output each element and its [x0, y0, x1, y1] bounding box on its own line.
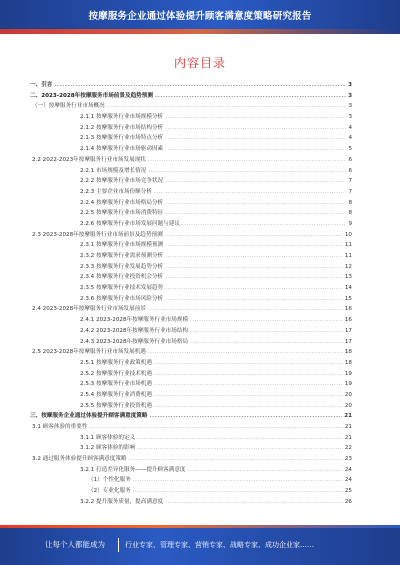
toc-page-number: 3 [348, 114, 352, 121]
toc-entry-text: 2.1.2 按摩服务行业市场结构分析 [80, 124, 164, 131]
toc-leader-dots [155, 91, 346, 102]
toc-leader-dots [165, 272, 343, 283]
toc-entry-text: 2.3.3 按摩服务行业发展趋势分析 [80, 263, 164, 270]
toc-entry-text: （1）个性化服务 [88, 477, 131, 484]
toc-entry-text: 2.5 2023-2028年按摩服务行业市场发展机遇 [32, 349, 146, 356]
toc-leader-dots [137, 433, 343, 444]
toc-leader-dots [165, 208, 346, 219]
toc-entry-text: 三、按摩服务企业通过体验提升顾客满意度策略 [30, 413, 148, 420]
toc-page-number: 5 [348, 146, 352, 153]
toc-entry-text: 2.3.1 按摩服务行业市场规模预测 [80, 242, 164, 249]
toc-entry[interactable] [30, 144, 352, 155]
toc-page-number: 8 [348, 210, 352, 217]
toc-entry[interactable] [30, 443, 352, 454]
toc-entry[interactable] [30, 401, 352, 412]
toc-entry[interactable] [30, 283, 352, 294]
toc-page-number: 25 [344, 488, 352, 495]
toc-entry[interactable] [30, 262, 352, 273]
toc-entry-text: 2.4.2 2023-2028年按摩服务行业市场结构 [80, 327, 189, 334]
toc-page-number: 16 [344, 317, 352, 324]
toc-leader-dots [154, 401, 343, 412]
toc-entry[interactable] [30, 326, 352, 337]
toc-leader-dots [165, 112, 346, 123]
toc-page-number: 24 [344, 466, 352, 473]
toc-entry-text: 2.2.1 市场规模及增长情况 [80, 167, 147, 174]
toc-leader-dots [133, 486, 343, 497]
toc-leader-dots [133, 475, 343, 486]
toc-leader-dots [165, 198, 346, 209]
toc-leader-dots [165, 283, 343, 294]
toc-page-number: 21 [344, 424, 352, 430]
toc-page-number: 8 [348, 199, 352, 206]
toc-entry[interactable] [30, 475, 352, 486]
toc-page-number: 19 [344, 370, 352, 377]
toc-leader-dots [165, 230, 343, 241]
toc-heading: 内容目录 [173, 56, 226, 70]
toc-entry-text: （一）按摩服务行业市场概况 [32, 103, 105, 110]
toc-page-number: 23 [344, 456, 352, 463]
toc-page-number: 21 [344, 413, 352, 420]
toc-entry[interactable] [30, 486, 352, 497]
toc-leader-dots [190, 337, 343, 348]
toc-entry-text: 2.2.3 主要企业市场份额分析 [80, 188, 152, 195]
toc-leader-dots [165, 176, 346, 187]
toc-entry-text: 3.1.1 顾客体验的定义 [80, 434, 136, 441]
toc-entry-text: 2.2.2 按摩服务行业市场竞争状况 [80, 178, 164, 185]
toc-page-number: 4 [348, 124, 352, 131]
toc-leader-dots [165, 262, 343, 273]
toc-page-number: 17 [344, 327, 352, 334]
toc-leader-dots [54, 80, 346, 91]
toc-entry[interactable] [30, 390, 352, 401]
toc-page-number: 11 [344, 253, 352, 259]
toc-entry[interactable] [30, 240, 352, 251]
toc-entry-text: 3.2.2 提升服务质量，提高满意度 [80, 498, 164, 505]
toc-entry-text: 3.2 通过服务体验提升顾客满意度策略 [32, 456, 127, 463]
toc-leader-dots [165, 123, 346, 134]
toc-page-number: 6 [348, 167, 352, 174]
toc-page-number: 4 [348, 135, 352, 142]
toc-leader-dots [190, 326, 343, 337]
toc-entry-text: 一、引言 [30, 82, 53, 88]
toc-page-number: 13 [344, 274, 352, 281]
toc-entry-text: 2.5.2 按摩服务行业技术机遇 [80, 370, 152, 377]
toc-entry-text: 2.1.1 按摩服务行业市场规模分析 [80, 114, 164, 121]
toc-entry[interactable] [30, 251, 352, 262]
toc-page-number: 12 [344, 263, 352, 270]
toc-leader-dots [154, 390, 343, 401]
toc-entry[interactable] [30, 294, 352, 305]
toc-entry-text: 2.2 2022-2023年按摩服务行业市场发展现状 [32, 156, 146, 163]
toc-page-number: 22 [344, 445, 352, 452]
toc-entry[interactable] [30, 304, 352, 315]
toc-page-number: 21 [344, 434, 352, 441]
toc-leader-dots [148, 166, 346, 177]
toc-entry-text: 3.1 顾客体验的重要性 [32, 424, 88, 430]
toc-page-number: 10 [344, 231, 352, 238]
toc-entry[interactable] [30, 422, 352, 433]
toc-leader-dots [137, 443, 343, 454]
toc-page-number: 3 [348, 82, 352, 88]
toc-leader-dots [154, 187, 346, 198]
toc-entry[interactable] [30, 454, 352, 465]
toc-page-number: 19 [344, 381, 352, 388]
toc-entry[interactable] [30, 91, 352, 102]
toc-entry[interactable] [30, 101, 352, 112]
toc-entry[interactable] [30, 112, 352, 123]
toc-entry[interactable] [30, 198, 352, 209]
toc-leader-dots [154, 358, 343, 369]
toc-leader-dots [148, 155, 347, 166]
toc-entry[interactable] [30, 166, 352, 177]
toc-entry-text: 2.3.6 按摩服务行业市场风险分析 [80, 295, 164, 302]
toc-entry-text: 2.5.3 按摩服务行业市场机遇 [80, 381, 152, 388]
toc-entry-text: 3.1.2 顾客体验的影响 [80, 445, 136, 452]
toc-entry[interactable] [30, 80, 352, 91]
footer-banner [0, 525, 400, 565]
toc-page-number: 17 [344, 338, 352, 345]
toc-page-number: 14 [344, 285, 352, 292]
toc-page-number: 7 [348, 178, 352, 185]
toc-entry[interactable] [30, 465, 352, 476]
toc-entry[interactable] [30, 433, 352, 444]
toc-page-number: 18 [344, 349, 352, 356]
toc-leader-dots [129, 454, 343, 465]
toc-entry-text: 2.5.4 按摩服务行业消费机遇 [80, 391, 152, 398]
toc-entry-text: 2.1.3 按摩服务行业市场特点分析 [80, 135, 164, 142]
toc-entry[interactable] [30, 272, 352, 283]
toc-leader-dots [182, 219, 347, 230]
toc-leader-dots [107, 101, 347, 112]
toc-entry-text: 3.2.1 打造差异化服务——提升顾客满意度 [80, 466, 186, 473]
toc-entry-text: 2.3 2023-2028年按摩服务行业市场前景及趋势预测 [32, 231, 163, 238]
toc-page-number: 20 [344, 402, 352, 409]
header-decoration [0, 29, 400, 34]
toc-leader-dots [154, 379, 343, 390]
toc-entry[interactable] [30, 315, 352, 326]
toc-page-number: 20 [344, 391, 352, 398]
toc-leader-dots [165, 240, 343, 251]
toc-entry[interactable] [30, 379, 352, 390]
toc-page-number: 6 [348, 156, 352, 163]
toc-page-number: 7 [348, 188, 352, 195]
toc-leader-dots [148, 304, 343, 315]
toc-page-number: 15 [344, 295, 352, 302]
toc-entry-text: 二、2023-2028年按摩服务市场前景及趋势预测 [30, 92, 153, 99]
toc-entry-text: 2.5.5 按摩服务行业投资机遇 [80, 402, 152, 409]
toc-leader-dots [190, 315, 343, 326]
toc-page-number: 26 [344, 498, 352, 505]
toc-entry-text: 2.1.4 按摩服务行业市场驱动因素 [80, 146, 164, 153]
toc-leader-dots [165, 251, 343, 262]
report-header-banner [0, 0, 400, 34]
toc-leader-dots [89, 422, 342, 433]
toc-page-number: 3 [348, 92, 352, 99]
toc-leader-dots [188, 465, 343, 476]
toc-entry[interactable] [30, 497, 352, 508]
toc-entry-text: 2.2.5 按摩服务行业市场消费特征 [80, 210, 164, 217]
toc-entry-text: 2.4 2023-2028年按摩服务行业市场发展前景 [32, 306, 146, 313]
toc-entry[interactable] [30, 219, 352, 230]
toc-entry-text: 2.3.4 按摩服务行业投资机会分析 [80, 274, 164, 281]
toc-page-number: 24 [344, 477, 352, 484]
toc-leader-dots [154, 369, 343, 380]
toc-leader-dots [165, 497, 343, 508]
toc-entry[interactable] [30, 133, 352, 144]
footer-slogan: 让每个人都能成为 [45, 540, 105, 549]
toc-entry-text: 2.2.4 按摩服务行业市场格局分析 [80, 199, 164, 206]
toc-entry[interactable] [30, 187, 352, 198]
toc-entry[interactable] [30, 337, 352, 348]
toc-leader-dots [165, 294, 343, 305]
toc-entry[interactable] [30, 123, 352, 134]
toc-entry[interactable] [30, 411, 352, 422]
toc-leader-dots [149, 411, 342, 422]
toc-page-number: 11 [344, 242, 352, 249]
toc-entry-text: 2.3.5 按摩服务行业技术发展趋势 [80, 285, 164, 292]
footer-tags: 行业专家、管理专家、营销专家、战略专家、成功企业家…… [118, 538, 320, 552]
toc-entry[interactable] [30, 369, 352, 380]
toc-entry-text: 2.3.2 按摩服务行业需求预测分析 [80, 253, 164, 259]
toc-entry-text: 2.4.3 2023-2028年按摩服务行业市场格局 [80, 338, 189, 345]
toc-leader-dots [165, 144, 346, 155]
toc-entry[interactable] [30, 230, 352, 241]
toc-entry[interactable] [30, 208, 352, 219]
toc-entry[interactable] [30, 347, 352, 358]
table-of-contents [30, 80, 352, 508]
toc-entry[interactable] [30, 176, 352, 187]
toc-page-number: 18 [344, 359, 352, 366]
toc-entry-text: 2.4.1 2023-2028年按摩服务行业市场规模 [80, 317, 189, 324]
report-title: 按摩服务企业通过体验提升顾客满意度策略研究报告 [88, 11, 312, 22]
toc-entry-text: 2.5.1 按摩服务行业政策机遇 [80, 359, 152, 366]
toc-leader-dots [165, 133, 346, 144]
toc-page-number: 3 [348, 103, 352, 110]
toc-leader-dots [148, 347, 343, 358]
toc-entry[interactable] [30, 358, 352, 369]
toc-page-number: 9 [348, 220, 352, 227]
toc-entry-text: 2.2.6 按摩服务行业市场发展问题与建议 [80, 220, 180, 227]
toc-page-number: 16 [344, 306, 352, 313]
toc-entry-text: （2）专业化服务 [88, 488, 131, 495]
toc-entry[interactable] [30, 155, 352, 166]
